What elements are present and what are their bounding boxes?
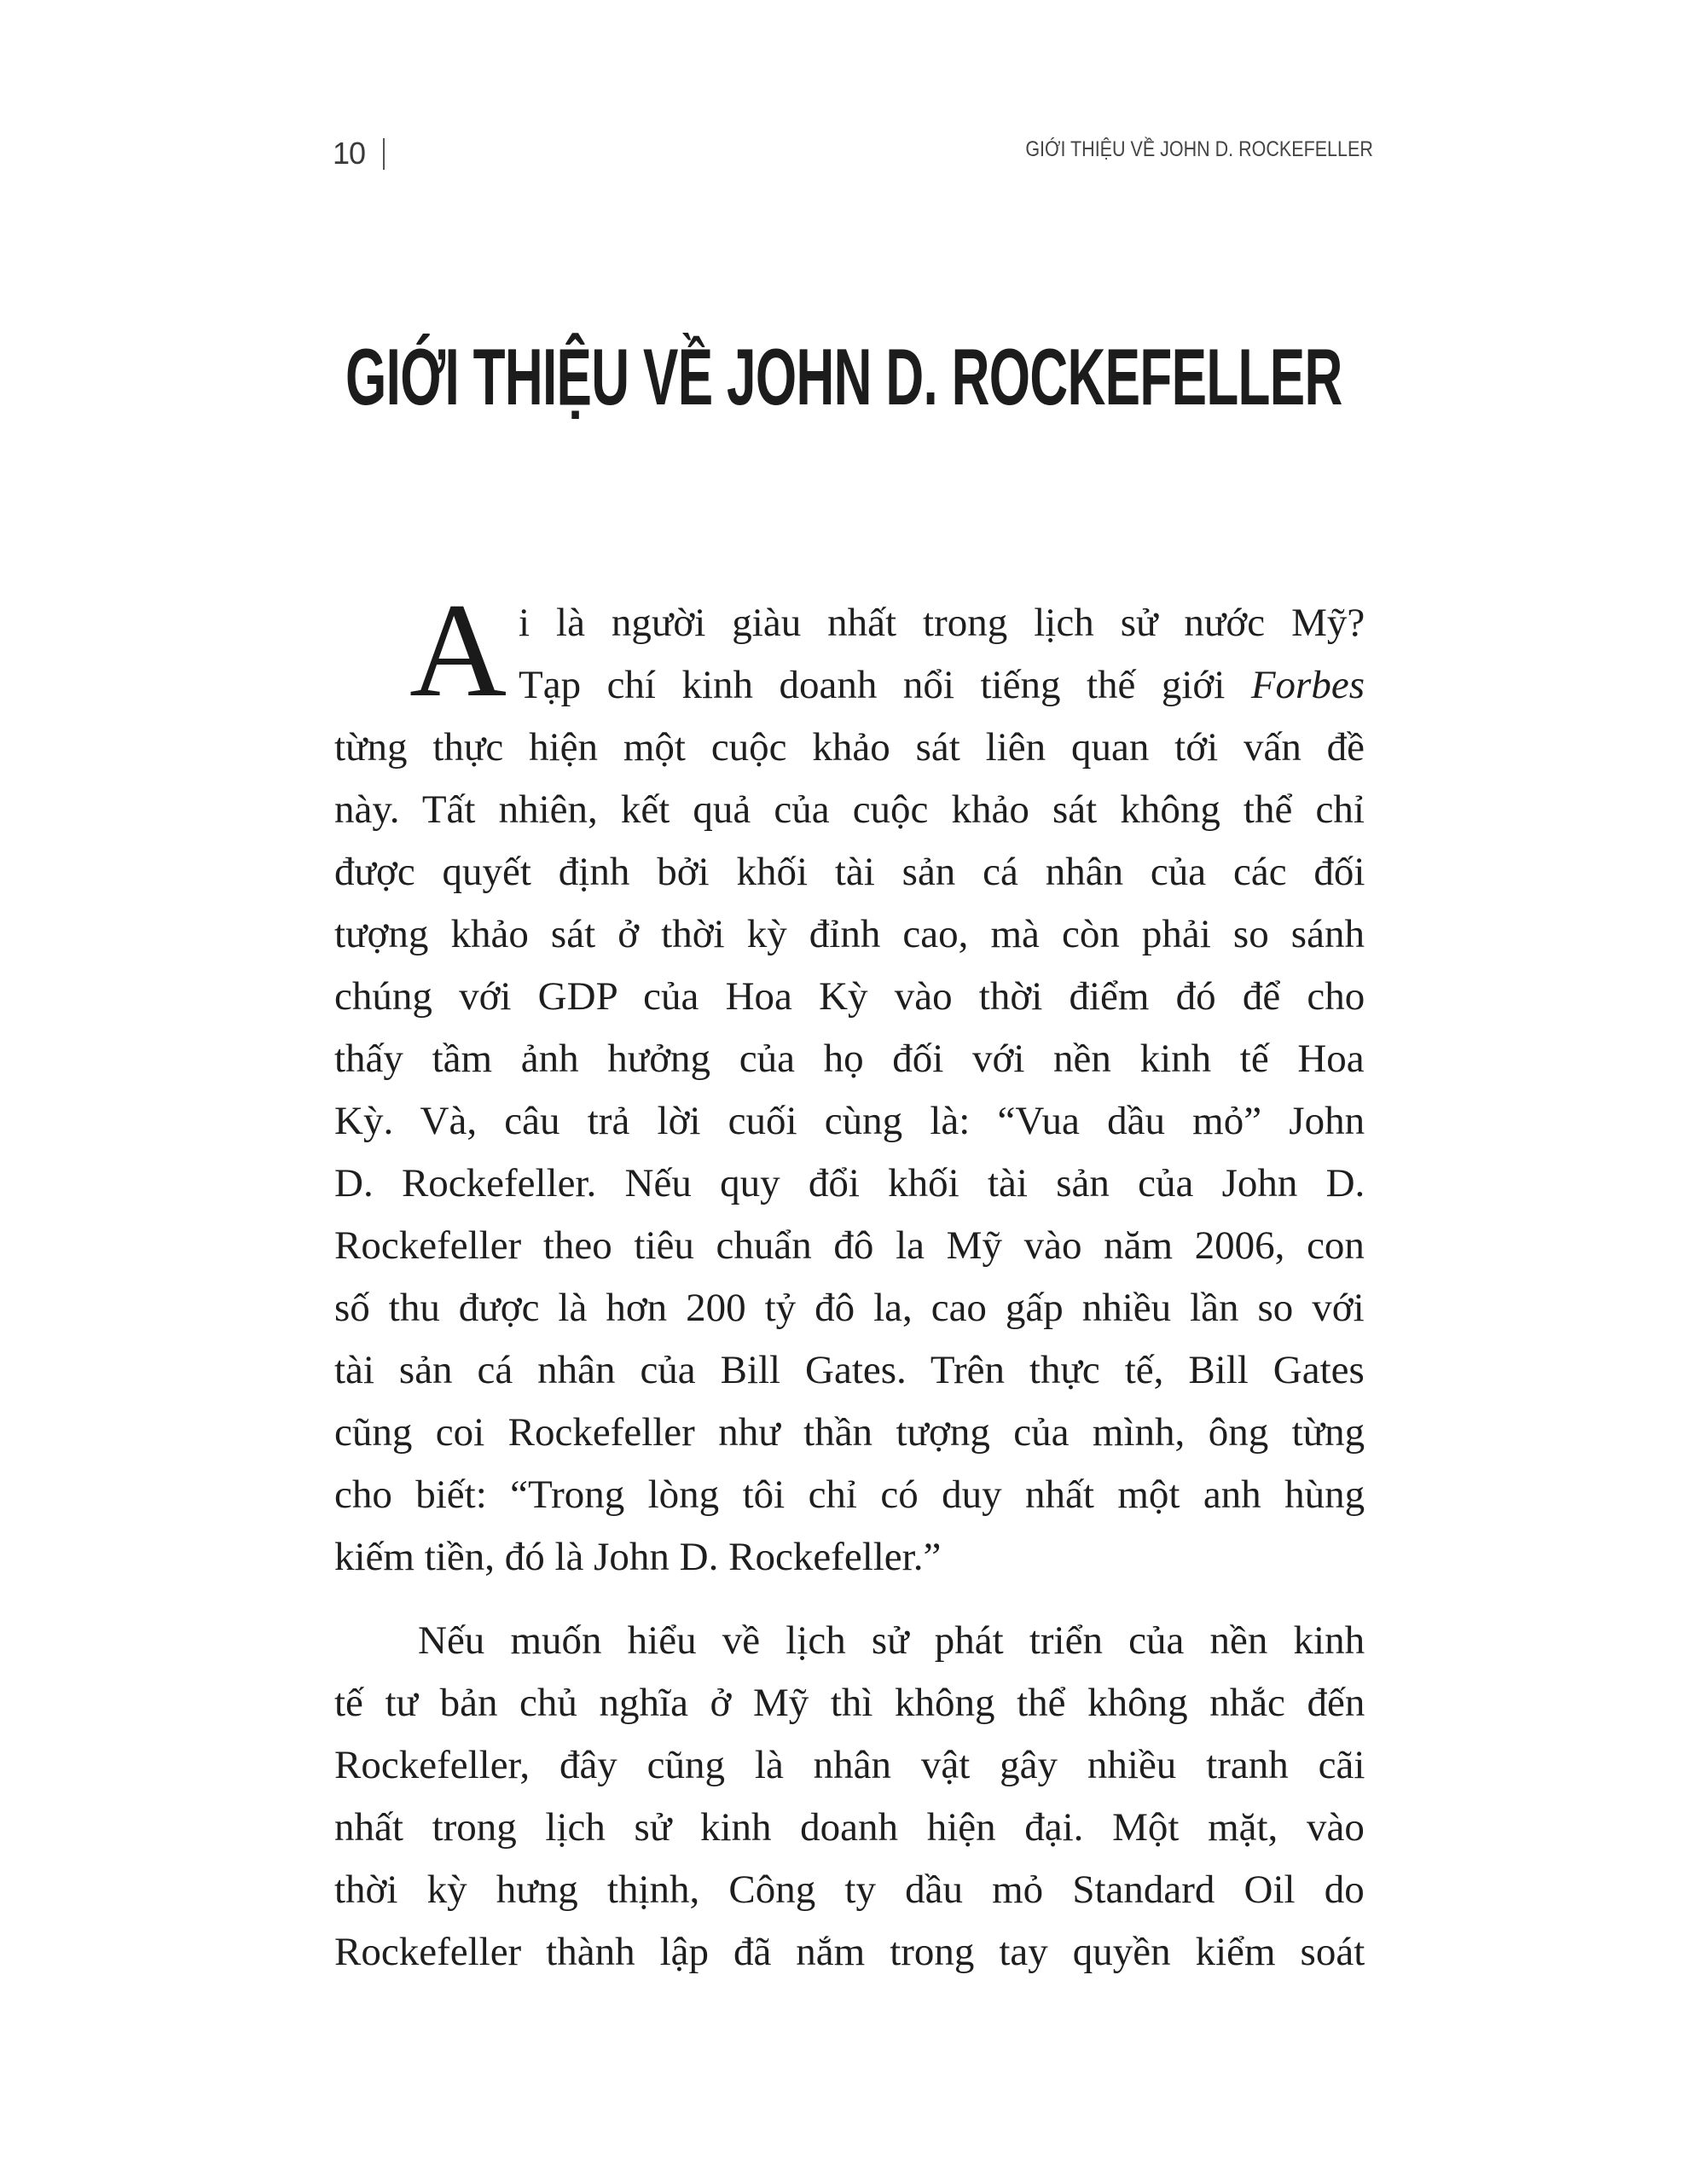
text-line: Rockefeller theo tiêu chuẩn đô la Mỹ vào năm 2006, con (334, 1223, 1365, 1268)
text-line: Kỳ. Và, câu trả lời cuối cùng là: “Vua dầu mỏ” John (334, 1099, 1365, 1143)
text-line: tài sản cá nhân của Bill Gates. Trên thực tế, Bill Gates (334, 1348, 1365, 1392)
text-line: chúng với GDP của Hoa Kỳ vào thời điểm đó để cho (334, 974, 1365, 1019)
text-line: kiếm tiền, đó là John D. Rockefeller.” (334, 1535, 942, 1579)
running-header (0, 0, 1687, 205)
text-line: nhất trong lịch sử kinh doanh hiện đại. Một mặt, vào (334, 1805, 1365, 1850)
header-divider (383, 138, 385, 170)
text-line: tế tư bản chủ nghĩa ở Mỹ thì không thể không nhắc đến (334, 1681, 1365, 1725)
text-line: Tạp chí kinh doanh nổi tiếng thế giới Forbes (519, 663, 1365, 707)
text-line: thấy tầm ảnh hưởng của họ đối với nền kinh tế Hoa (334, 1037, 1365, 1081)
chapter-title-text: GIỚI THIỆU VỀ JOHN D. ROCKEFELLER (345, 332, 1342, 421)
text-line: từng thực hiện một cuộc khảo sát liên quan tới vấn đề (334, 725, 1365, 770)
text-line: i là người giàu nhất trong lịch sử nước Mỹ? (519, 601, 1365, 645)
text-line: được quyết định bởi khối tài sản cá nhân của các đối (334, 850, 1365, 894)
text-line: số thu được là hơn 200 tỷ đô la, cao gấp nhiều lần so với (334, 1286, 1365, 1330)
text-line: này. Tất nhiên, kết quả của cuộc khảo sát không thể chỉ (334, 787, 1365, 832)
text-line: D. Rockefeller. Nếu quy đổi khối tài sản của John D. (334, 1161, 1365, 1205)
text-line: Rockefeller, đây cũng là nhân vật gây nhiều tranh cãi (334, 1743, 1365, 1787)
drop-cap: A (409, 576, 507, 725)
text-line: cũng coi Rockefeller như thần tượng của mình, ông từng (334, 1410, 1365, 1455)
text-line: Nếu muốn hiểu về lịch sử phát triển của nền kinh (418, 1618, 1365, 1663)
text-line: tượng khảo sát ở thời kỳ đỉnh cao, mà còn phải so sánh (334, 912, 1365, 956)
text-line: Rockefeller thành lập đã nắm trong tay quyền kiểm soát (334, 1930, 1365, 1974)
text-line: cho biết: “Trong lòng tôi chỉ có duy nhất một anh hùng (334, 1472, 1365, 1517)
running-title: GIỚI THIỆU VỀ JOHN D. ROCKEFELLER (1025, 137, 1373, 161)
text-line: thời kỳ hưng thịnh, Công ty dầu mỏ Standard Oil do (334, 1867, 1365, 1912)
chapter-title (0, 334, 1687, 420)
page-number: 10 (333, 136, 366, 171)
publication-name: Forbes (1250, 663, 1365, 707)
